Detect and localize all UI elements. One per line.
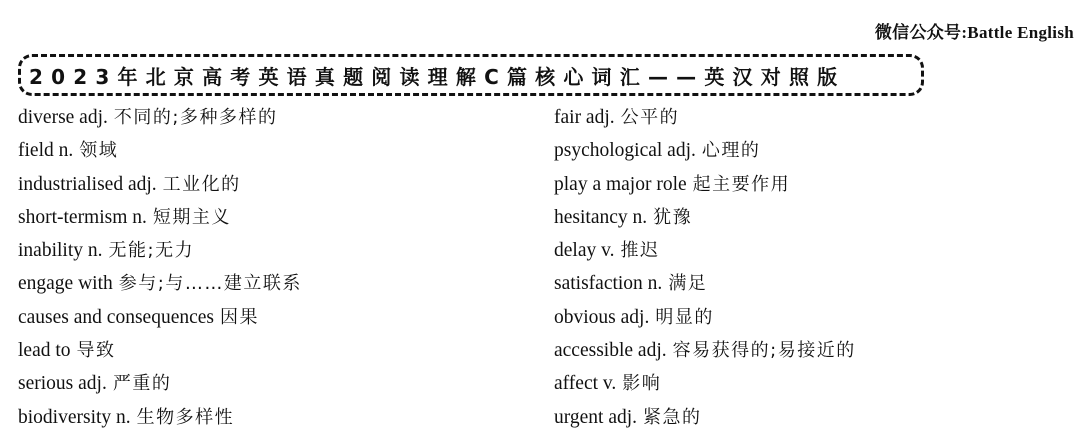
chinese-meaning: 工业化的	[162, 173, 241, 195]
chinese-meaning: 推迟	[620, 240, 660, 262]
vocab-entry	[554, 237, 856, 270]
english-term: hesitancy n.	[554, 206, 648, 228]
english-term: diverse adj.	[18, 107, 108, 128]
chinese-meaning: 满足	[668, 273, 708, 295]
source-label: 微信公众号:Battle English	[874, 23, 1074, 42]
vocab-entry	[18, 337, 302, 370]
right-vocab-column	[554, 104, 856, 437]
chinese-meaning: 公平的	[620, 107, 680, 128]
chinese-meaning: 起主要作用	[692, 173, 791, 195]
chinese-meaning: 无能;无力	[108, 240, 195, 262]
english-term: obvious adj.	[554, 306, 650, 328]
vocab-entry	[18, 104, 302, 137]
vocab-entry	[554, 137, 856, 170]
english-term: fair adj.	[554, 107, 615, 128]
vocab-entry	[18, 404, 302, 437]
english-term: biodiversity n.	[18, 406, 131, 428]
chinese-meaning: 影响	[622, 373, 662, 395]
chinese-meaning: 心理的	[701, 140, 761, 162]
chinese-meaning: 不同的;多种多样的	[113, 107, 278, 128]
page-title: 2023年北京高考英语真题阅读理解C篇核心词汇——英汉对照版	[29, 64, 846, 89]
chinese-meaning: 生物多样性	[136, 406, 235, 428]
english-term: delay v.	[554, 240, 615, 262]
chinese-meaning: 紧急的	[643, 406, 702, 428]
vocab-entry	[554, 337, 856, 370]
english-term: lead to	[18, 340, 71, 362]
vocab-entry	[554, 204, 856, 237]
chinese-meaning: 参与;与……建立联系	[118, 273, 302, 295]
vocab-entry	[554, 304, 856, 337]
vocab-entry	[18, 171, 302, 204]
english-term: accessible adj.	[554, 340, 667, 362]
title-banner	[18, 54, 924, 96]
chinese-meaning: 明显的	[655, 306, 714, 328]
vocab-entry	[18, 137, 302, 170]
english-term: serious adj.	[18, 373, 107, 395]
vocab-entry	[18, 204, 302, 237]
vocab-entry	[554, 171, 856, 204]
english-term: urgent adj.	[554, 406, 638, 428]
vocab-entry	[554, 370, 856, 403]
english-term: field n.	[18, 140, 74, 162]
chinese-meaning: 领域	[79, 140, 119, 162]
vocab-entry	[18, 270, 302, 303]
vocab-entry	[554, 404, 856, 437]
english-term: short-termism n.	[18, 206, 147, 228]
chinese-meaning: 犹豫	[653, 206, 693, 228]
vocab-entry	[554, 270, 856, 303]
left-vocab-column	[18, 104, 302, 437]
english-term: satisfaction n.	[554, 273, 663, 295]
english-term: affect v.	[554, 373, 617, 395]
english-term: inability n.	[18, 240, 103, 262]
vocab-entry	[18, 304, 302, 337]
english-term: play a major role	[554, 173, 687, 195]
chinese-meaning: 短期主义	[152, 206, 231, 228]
vocab-entry	[554, 104, 856, 137]
vocab-entry	[18, 370, 302, 403]
english-term: psychological adj.	[554, 140, 696, 162]
english-term: causes and consequences	[18, 306, 214, 328]
english-term: industrialised adj.	[18, 173, 157, 195]
english-term: engage with	[18, 273, 113, 295]
chinese-meaning: 容易获得的;易接近的	[672, 340, 856, 362]
vocab-entry	[18, 237, 302, 270]
chinese-meaning: 导致	[76, 340, 116, 362]
chinese-meaning: 严重的	[112, 373, 172, 395]
chinese-meaning: 因果	[220, 306, 259, 328]
